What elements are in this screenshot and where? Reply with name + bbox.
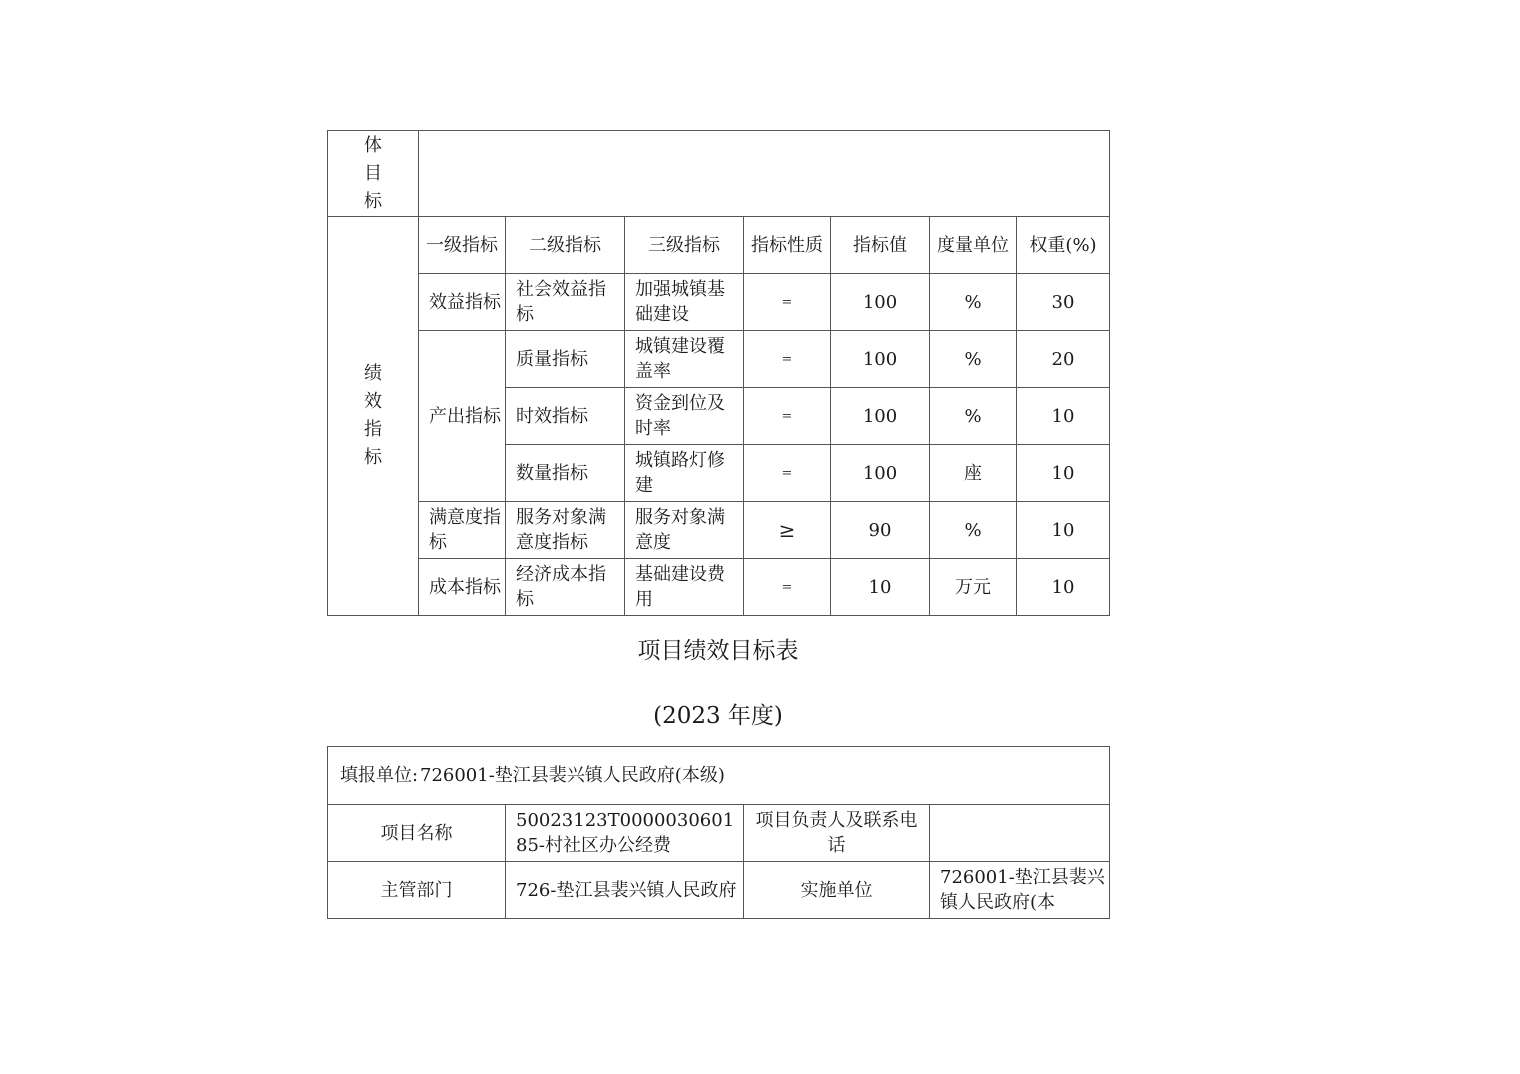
table-row [328,331,1110,388]
level1-cell: 满意度指标 [419,502,506,559]
level1-cell: 效益指标 [419,274,506,331]
project-name-value: 50023123T000003060185-村社区办公经费 [506,805,744,862]
contact-value [930,805,1110,862]
nature-cell: = [744,274,831,331]
header-level3: 三级指标 [625,217,744,274]
unit-cell: 座 [930,445,1017,502]
header-unit: 度量单位 [930,217,1017,274]
unit-cell: % [930,331,1017,388]
performance-indicator-table [327,130,1110,616]
level2-cell: 质量指标 [506,331,625,388]
header-value: 指标值 [831,217,930,274]
level2-cell: 经济成本指标 [506,559,625,616]
level3-cell: 城镇路灯修建 [625,445,744,502]
level2-cell: 社会效益指标 [506,274,625,331]
reporting-unit-value: 726001-垫江县裴兴镇人民政府(本级) [420,765,725,787]
value-cell: 100 [831,445,930,502]
table-row [328,559,1110,616]
table-row [328,274,1110,331]
nature-cell: = [744,559,831,616]
level2-cell: 数量指标 [506,445,625,502]
header-weight: 权重(%) [1017,217,1110,274]
unit-cell: % [930,274,1017,331]
weight-cell: 10 [1017,388,1110,445]
project-name-row [328,805,1110,862]
value-cell: 100 [831,331,930,388]
nature-cell: = [744,445,831,502]
overall-goal-content [419,131,1110,217]
impl-unit-value: 726001-垫江县裴兴镇人民政府(本 [930,862,1110,919]
department-row [328,862,1110,919]
level3-cell: 服务对象满意度 [625,502,744,559]
level2-cell: 时效指标 [506,388,625,445]
document-title: 项目绩效目标表 [637,638,799,664]
level2-cell: 服务对象满意度指标 [506,502,625,559]
unit-cell: 万元 [930,559,1017,616]
nature-cell: ≥ [744,502,831,559]
weight-cell: 10 [1017,559,1110,616]
header-level1: 一级指标 [419,217,506,274]
dept-value: 726-垫江县裴兴镇人民政府 [506,862,744,919]
weight-cell: 20 [1017,331,1110,388]
table-row [328,502,1110,559]
header-level2: 二级指标 [506,217,625,274]
unit-cell: % [930,502,1017,559]
weight-cell: 10 [1017,502,1110,559]
project-name-label: 项目名称 [328,805,506,862]
value-cell: 100 [831,274,930,331]
level1-cell: 成本指标 [419,559,506,616]
reporting-unit-row [328,747,1110,805]
impl-unit-label: 实施单位 [744,862,930,919]
overall-goal-label: 体 目 标 [328,131,419,217]
document-year: (2023 年度) [653,703,783,729]
project-info-table [327,746,1110,919]
weight-cell: 10 [1017,445,1110,502]
level3-cell: 资金到位及时率 [625,388,744,445]
value-cell: 90 [831,502,930,559]
overall-goal-row [328,131,1110,217]
nature-cell: = [744,388,831,445]
contact-label: 项目负责人及联系电话 [744,805,930,862]
value-cell: 100 [831,388,930,445]
reporting-unit-label: 填报单位: [340,765,419,787]
level1-cell: 产出指标 [419,331,506,502]
level3-cell: 城镇建设覆盖率 [625,331,744,388]
header-nature: 指标性质 [744,217,831,274]
reporting-unit-cell [328,747,1110,805]
nature-cell: = [744,331,831,388]
header-row [328,217,1110,274]
unit-cell: % [930,388,1017,445]
level3-cell: 加强城镇基础建设 [625,274,744,331]
value-cell: 10 [831,559,930,616]
level3-cell: 基础建设费用 [625,559,744,616]
dept-label: 主管部门 [328,862,506,919]
weight-cell: 30 [1017,274,1110,331]
perf-indicator-label: 绩 效 指 标 [328,217,419,616]
